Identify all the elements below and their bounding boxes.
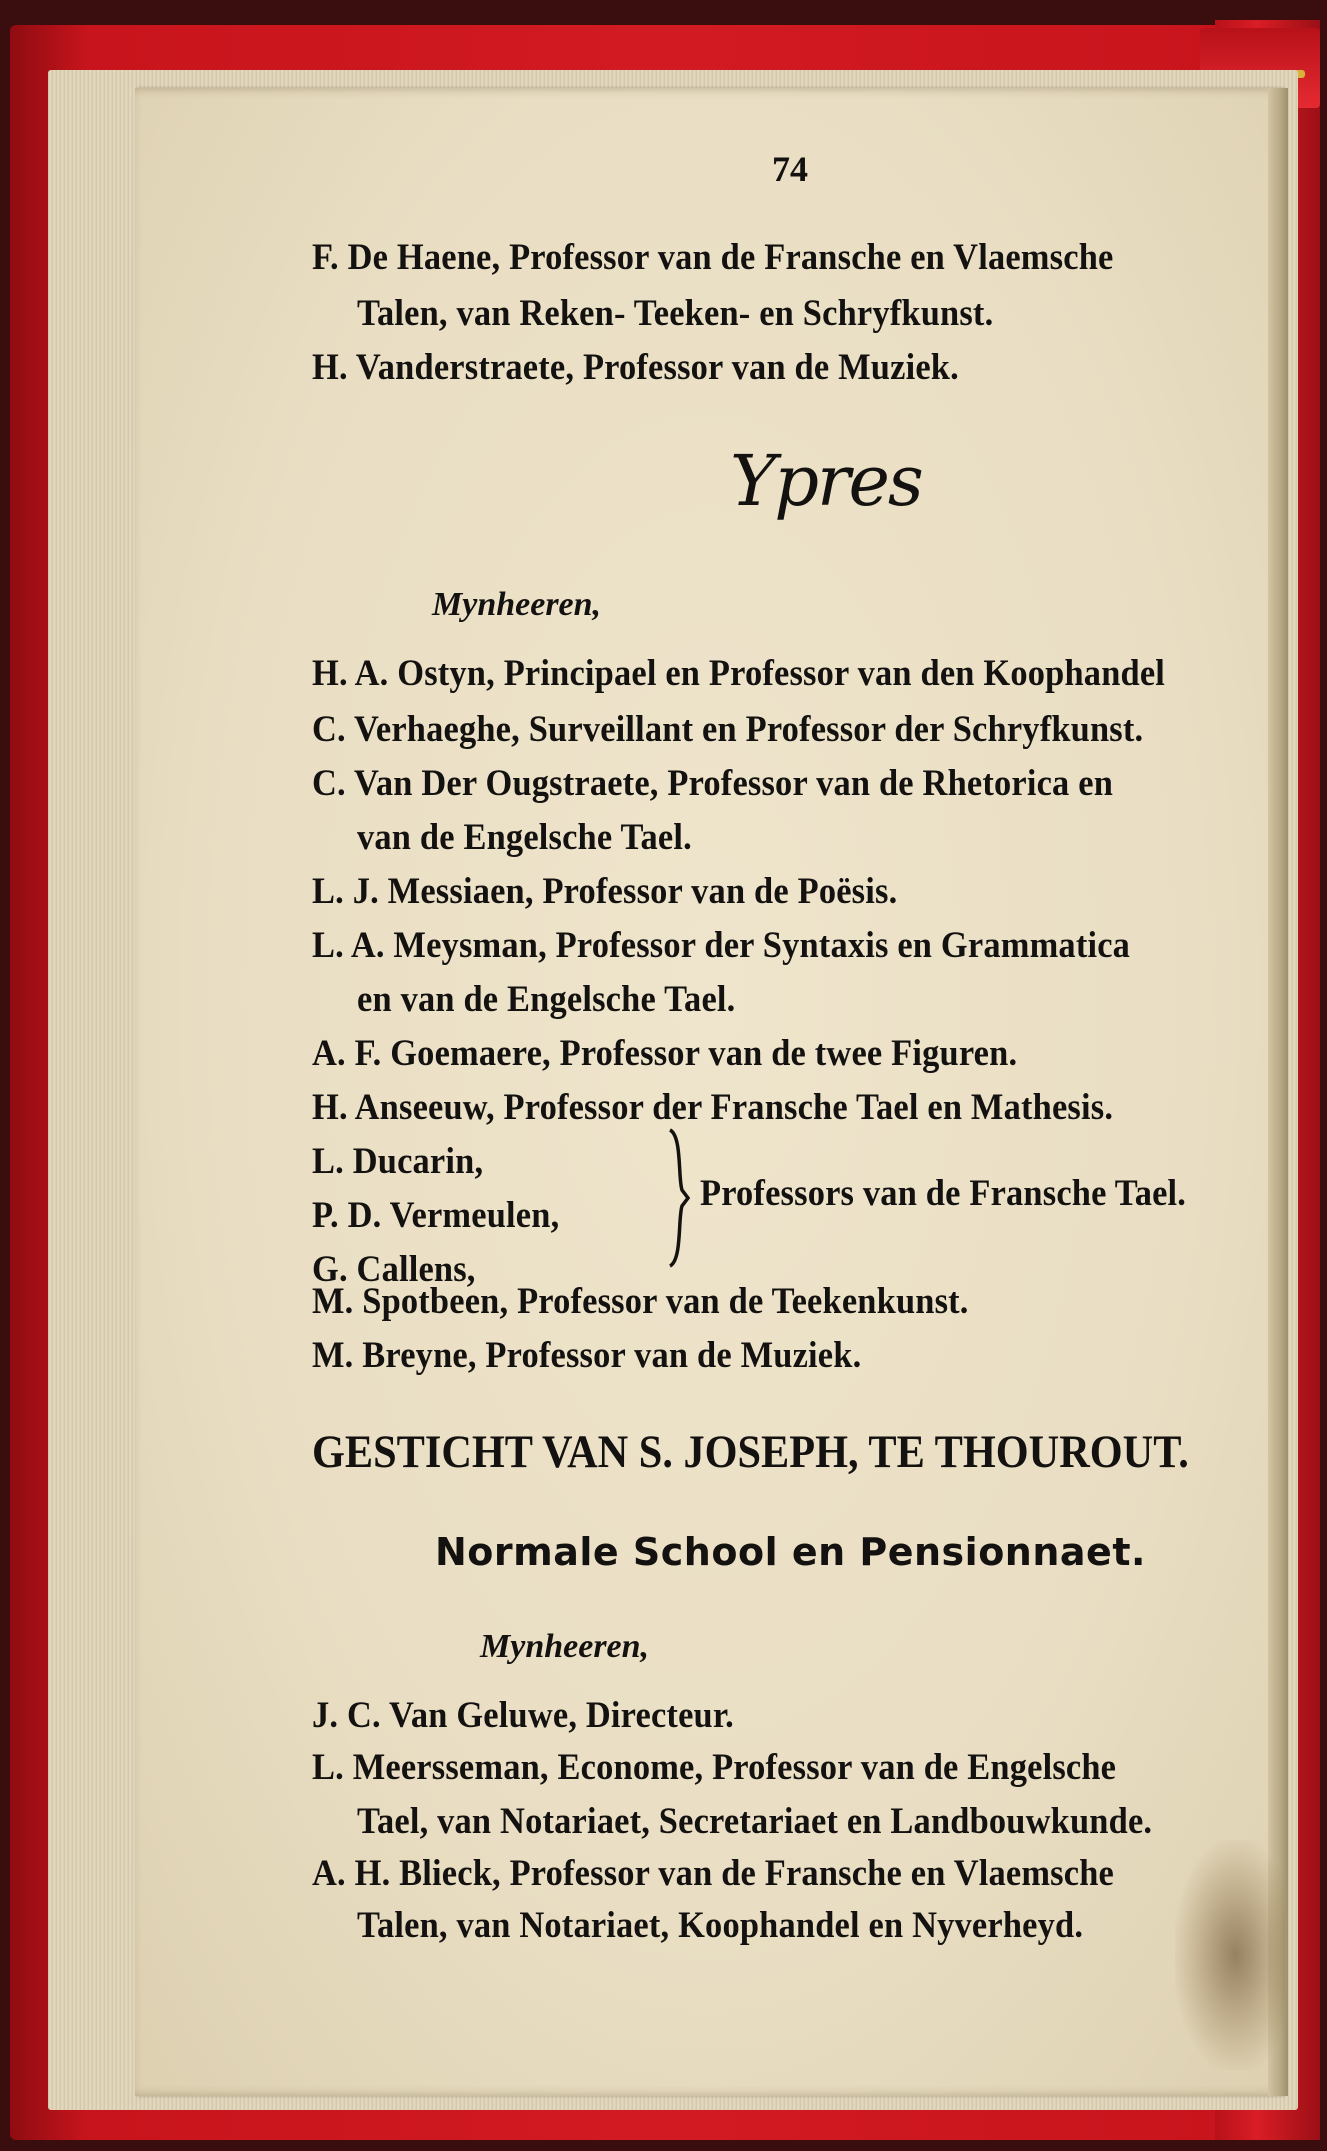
text-line: L. J. Messiaen, Professor van de Poësis.: [312, 871, 898, 912]
text-line: C. Verhaeghe, Surveillant en Professor der Schryfkunst.: [312, 709, 1144, 750]
place-title: Ypres: [730, 440, 922, 522]
section-subheading: Normale School en Pensionnaet.: [435, 1530, 1146, 1574]
text-line: A. F. Goemaere, Professor van de twee Figuren.: [312, 1033, 1018, 1074]
salutation: Mynheeren,: [480, 1628, 650, 1665]
page-number: 74: [772, 149, 808, 189]
text-line: Tael, van Notariaet, Secretariaet en Landbouwkunde.: [357, 1801, 1153, 1842]
grouped-name: L. Ducarin,: [312, 1141, 484, 1182]
text-line: H. Anseeuw, Professor der Fransche Tael en Mathesis.: [312, 1087, 1114, 1128]
text-line: Talen, van Reken- Teeken- en Schryfkunst.: [357, 293, 994, 334]
text-line: M. Spotbeen, Professor van de Teekenkunst.: [312, 1281, 969, 1322]
grouped-name: G. Callens,: [312, 1249, 476, 1290]
grouping-brace: [668, 1128, 690, 1268]
text-line: L. Meersseman, Econome, Professor van de Engelsche: [312, 1747, 1117, 1788]
text-line: H. A. Ostyn, Principael en Professor van den Koophandel: [312, 653, 1166, 694]
text-line: J. C. Van Geluwe, Directeur.: [312, 1695, 734, 1736]
grouped-role: Professors van de Fransche Tael.: [700, 1173, 1187, 1214]
text-line: F. De Haene, Professor van de Fransche en Vlaemsche: [312, 237, 1114, 278]
section-heading: GESTICHT VAN S. JOSEPH, TE THOUROUT.: [312, 1426, 1189, 1478]
text-line: L. A. Meysman, Professor der Syntaxis en Grammatica: [312, 925, 1131, 966]
text-line: A. H. Blieck, Professor van de Fransche en Vlaemsche: [312, 1853, 1114, 1894]
text-line: en van de Engelsche Tael.: [357, 979, 736, 1020]
text-line: M. Breyne, Professor van de Muziek.: [312, 1335, 862, 1376]
foxing-stain: [1175, 1840, 1285, 2070]
text-line: van de Engelsche Tael.: [357, 817, 692, 858]
page-gutter: [1268, 88, 1288, 2096]
text-line: H. Vanderstraete, Professor van de Muziek.: [312, 347, 959, 388]
salutation: Mynheeren,: [432, 586, 602, 623]
grouped-name: P. D. Vermeulen,: [312, 1195, 560, 1236]
text-line: Talen, van Notariaet, Koophandel en Nyverheyd.: [357, 1905, 1084, 1946]
text-line: C. Van Der Ougstraete, Professor van de Rhetorica en: [312, 763, 1114, 804]
